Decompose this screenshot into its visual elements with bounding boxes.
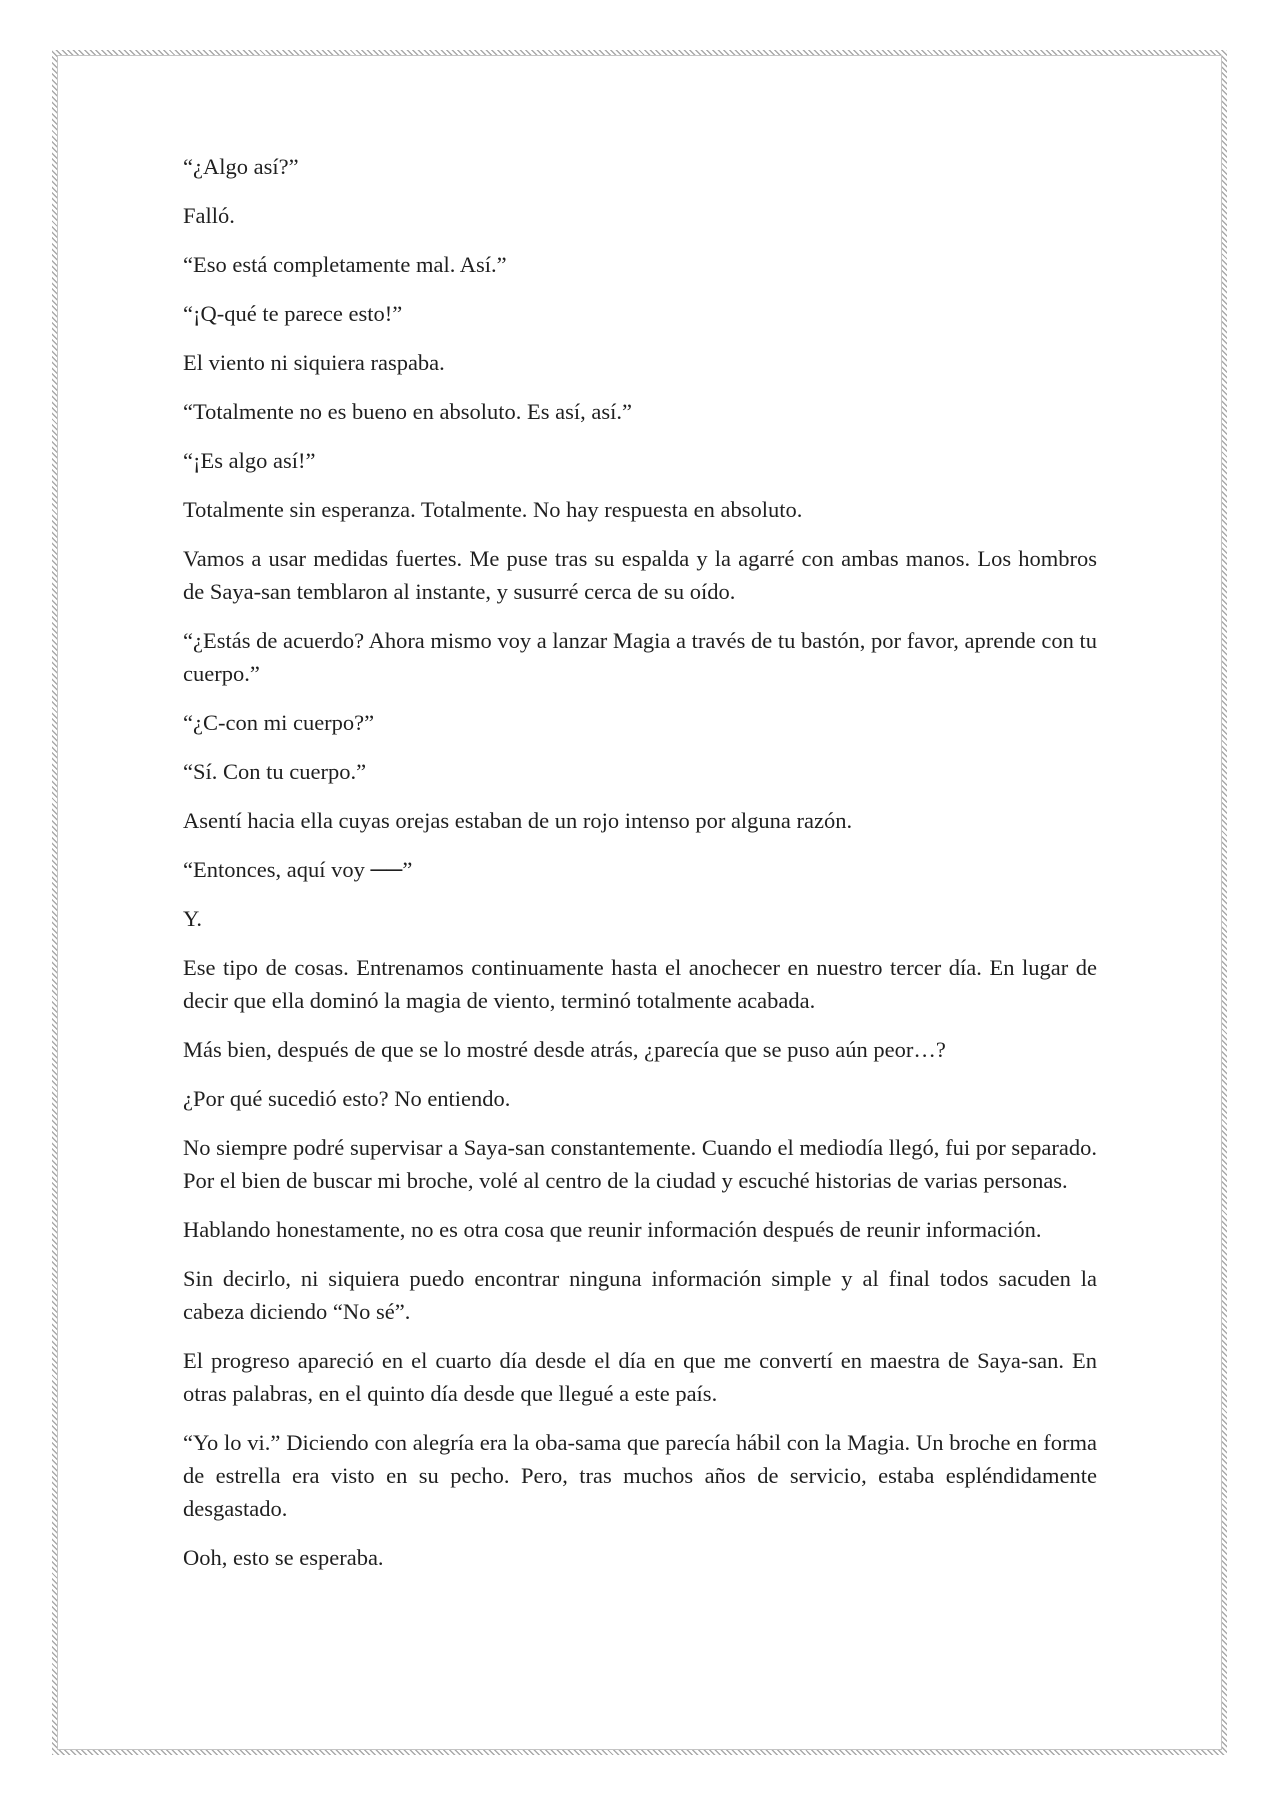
paragraph-21: Sin decirlo, ni siquiera puedo encontrar ninguna información simple y al final todos sacuden la cabeza diciendo “No sé”. — [183, 1266, 1097, 1324]
paragraph-17: Más bien, después de que se lo mostré desde atrás, ¿parecía que se puso aún peor…? — [183, 1037, 946, 1062]
paragraph-14: “Entonces, aquí voy ──” — [183, 857, 413, 882]
paragraph-24: Ooh, esto se esperaba. — [183, 1545, 384, 1570]
paragraph-16: Ese tipo de cosas. Entrenamos continuamente hasta el anochecer en nuestro tercer día. En lugar de decir que ella dominó la magia de viento, terminó totalmente acabada. — [183, 955, 1097, 1013]
paragraph-11: “¿C-con mi cuerpo?” — [183, 710, 375, 735]
paragraph-22: El progreso apareció en el cuarto día desde el día en que me convertí en maestra de Saya-san. En otras palabras, en el quinto día desde que llegué a este país. — [183, 1348, 1097, 1406]
paragraph-7: “¡Es algo así!” — [183, 448, 316, 473]
paragraph-1: “¿Algo así?” — [183, 154, 299, 179]
paragraph-19: No siempre podré supervisar a Saya-san constantemente. Cuando el mediodía llegó, fui por separado. Por el bien de buscar mi broche, volé al centro de la ciudad y escuché historias de varias personas. — [183, 1135, 1097, 1193]
paragraph-8: Totalmente sin esperanza. Totalmente. No hay respuesta en absoluto. — [183, 497, 803, 522]
paragraph-10: “¿Estás de acuerdo? Ahora mismo voy a lanzar Magia a través de tu bastón, por favor, aprende con tu cuerpo.” — [183, 628, 1097, 686]
paragraph-9: Vamos a usar medidas fuertes. Me puse tras su espalda y la agarré con ambas manos. Los hombros de Saya-san temblaron al instante, y susurré cerca de su oído. — [183, 546, 1097, 604]
paragraph-6: “Totalmente no es bueno en absoluto. Es así, así.” — [183, 399, 632, 424]
paragraph-15: Y. — [183, 906, 202, 931]
paragraph-12: “Sí. Con tu cuerpo.” — [183, 759, 367, 784]
paragraph-13: Asentí hacia ella cuyas orejas estaban de un rojo intenso por alguna razón. — [183, 808, 853, 833]
paragraph-4: “¡Q-qué te parece esto!” — [183, 301, 403, 326]
paragraph-2: Falló. — [183, 203, 235, 228]
paragraph-3: “Eso está completamente mal. Así.” — [183, 252, 507, 277]
paragraph-5: El viento ni siquiera raspaba. — [183, 350, 445, 375]
paragraph-23: “Yo lo vi.” Diciendo con alegría era la oba-sama que parecía hábil con la Magia. Un broche en forma de estrella era visto en su pecho. Pero, tras muchos años de servicio, estaba espléndidamente desgastado. — [183, 1430, 1097, 1521]
body-text — [183, 150, 1097, 1590]
paragraph-20: Hablando honestamente, no es otra cosa que reunir información después de reunir información. — [183, 1217, 1042, 1242]
paragraph-18: ¿Por qué sucedió esto? No entiendo. — [183, 1086, 511, 1111]
